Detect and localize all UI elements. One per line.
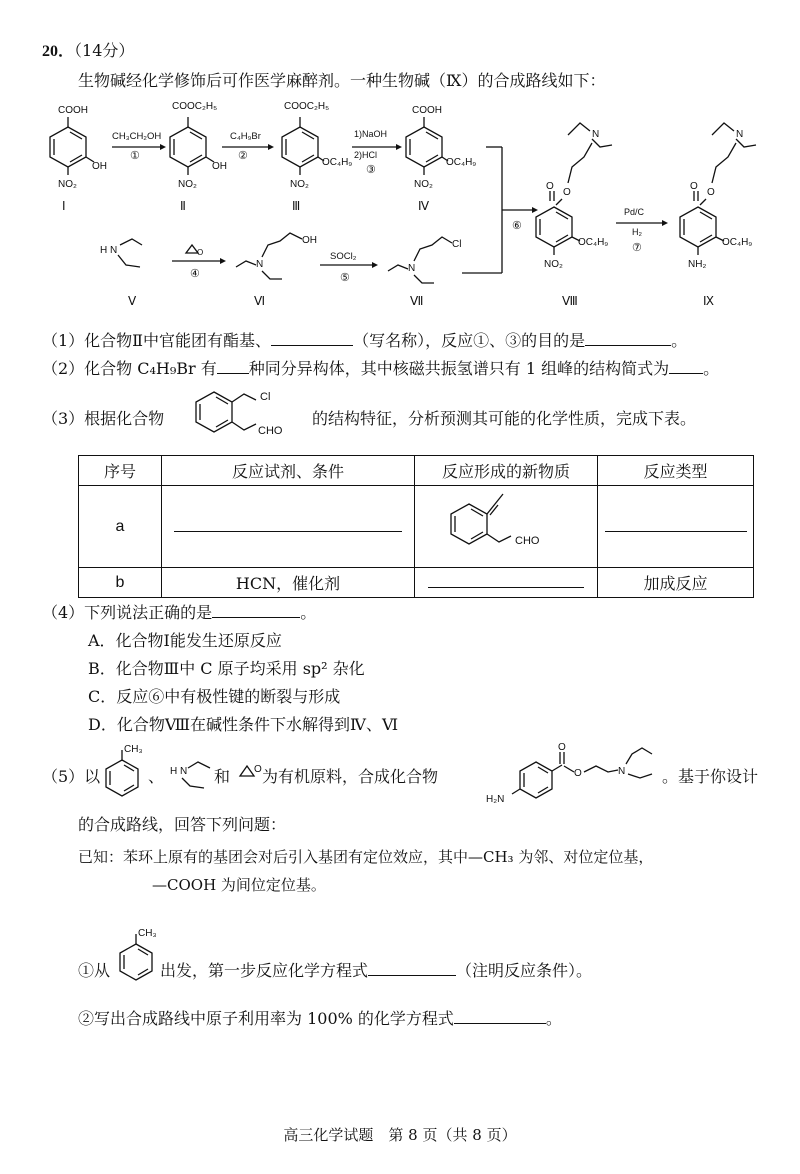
arrow-step-1: [112, 131, 166, 162]
svg-text:O: O: [574, 768, 582, 779]
svg-text:N: N: [408, 263, 416, 274]
q5-sub2-blank-equation[interactable]: [454, 1009, 546, 1024]
svg-text:O: O: [546, 181, 554, 192]
svg-text:O: O: [563, 187, 571, 198]
svg-text:OH: OH: [92, 161, 107, 172]
compound-IV: [406, 105, 476, 213]
table-header-row: [79, 456, 754, 486]
svg-text:N: N: [618, 766, 626, 777]
svg-text:1)NaOH: 1)NaOH: [354, 129, 388, 139]
diethylamine-structure: [166, 752, 216, 796]
svg-text:OC₄H₉: OC₄H₉: [322, 157, 353, 168]
synthesis-scheme: [0, 95, 800, 320]
q5-sep2: 和: [214, 767, 231, 786]
svg-text:NO₂: NO₂: [58, 179, 77, 190]
q5-sub2-text: ②写出合成路线中原子利用率为 100% 的化学方程式 。: [78, 1009, 562, 1028]
svg-text:NH₂: NH₂: [688, 259, 707, 270]
svg-text:Ⅷ: Ⅷ: [562, 294, 578, 308]
compound-I: [50, 105, 107, 213]
svg-text:COOH: COOH: [412, 105, 442, 116]
svg-text:N: N: [736, 129, 744, 140]
blank-reagent-a[interactable]: [174, 517, 402, 532]
svg-text:OC₄H₉: OC₄H₉: [578, 237, 609, 248]
svg-text:2)HCl: 2)HCl: [354, 150, 378, 160]
svg-text:Ⅸ: Ⅸ: [703, 294, 715, 308]
svg-text:Ⅱ: Ⅱ: [180, 199, 186, 213]
svg-text:NO₂: NO₂: [414, 179, 433, 190]
arrow-step-7: [616, 207, 668, 254]
q1-blank-functional-group[interactable]: [271, 331, 353, 346]
question-number: 20．: [42, 43, 75, 60]
svg-text:COOC₂H₅: COOC₂H₅: [172, 101, 218, 112]
question-points: （14分）: [74, 41, 135, 60]
row-a-reagent: [162, 486, 415, 568]
svg-text:CH₃CH₂OH: CH₃CH₂OH: [112, 131, 162, 142]
svg-text:N: N: [592, 129, 600, 140]
svg-text:⑤: ⑤: [340, 272, 350, 284]
compound-VII: [388, 237, 461, 308]
compound-II: [170, 101, 227, 213]
svg-text:Ⅲ: Ⅲ: [292, 199, 301, 213]
blank-type-a[interactable]: [605, 517, 747, 532]
q4-option-d: D．化合物Ⅷ在碱性条件下水解得到Ⅳ、Ⅵ: [88, 715, 399, 734]
svg-text:④: ④: [190, 268, 200, 280]
svg-text:O: O: [558, 742, 566, 753]
row-id: b: [79, 568, 162, 598]
q3-table: [78, 455, 754, 598]
compound-IX: [680, 123, 756, 308]
svg-text:OC₄H₉: OC₄H₉: [722, 237, 753, 248]
header-cell: 序号: [79, 456, 162, 486]
header-cell: 反应形成的新物质: [415, 456, 598, 486]
q5-known-b: —COOH 为间位定位基。: [152, 876, 326, 894]
compound-VIII: [536, 123, 612, 308]
q5-sub1-a: ①从: [78, 961, 111, 980]
svg-text:O: O: [197, 248, 204, 257]
table-row: [79, 486, 754, 568]
svg-text:CHO: CHO: [258, 425, 283, 437]
svg-text:H₂: H₂: [632, 227, 642, 237]
row-b-product: [415, 568, 598, 598]
svg-text:NO₂: NO₂: [544, 259, 563, 270]
svg-text:N: N: [110, 245, 118, 256]
compound-III: [282, 101, 352, 213]
q5-line2: 的合成路线，回答下列问题：: [78, 815, 287, 834]
q4-option-b: B．化合物Ⅲ中 C 原子均采用 sp² 杂化: [88, 659, 365, 678]
q5-sep1: 、: [148, 767, 165, 786]
q4-option-a: A．化合物Ⅰ能发生还原反应: [88, 631, 282, 650]
svg-text:CH₃: CH₃: [138, 928, 157, 939]
svg-text:H N: H N: [170, 766, 188, 777]
q1-text: （1）化合物Ⅱ中官能团有酯基、 （写名称），反应①、③的目的是 。: [42, 331, 688, 350]
q4-option-c: C．反应⑥中有极性键的断裂与形成: [88, 687, 341, 706]
svg-text:Ⅴ: Ⅴ: [128, 294, 137, 308]
svg-text:NO₂: NO₂: [290, 179, 309, 190]
q3-compound-structure: [180, 382, 300, 448]
q5-sub1-text: 出发，第一步反应化学方程式 （注明反应条件）。: [160, 961, 593, 980]
q3-prefix: （3）根据化合物: [42, 409, 165, 428]
q5-end: 。基于你设计: [662, 767, 759, 786]
compound-VI: [236, 233, 317, 308]
svg-text:OH: OH: [302, 235, 317, 246]
svg-text:②: ②: [238, 150, 248, 162]
svg-text:①: ①: [130, 150, 140, 162]
svg-text:O: O: [254, 764, 262, 775]
blank-product-b[interactable]: [428, 573, 584, 588]
row-a-product: [415, 486, 598, 568]
arrow-step-3: [352, 129, 402, 176]
arrow-step-4: [172, 245, 226, 280]
arrow-step-5: [320, 251, 378, 284]
svg-text:C₄H₉Br: C₄H₉Br: [230, 131, 261, 142]
svg-text:Cl: Cl: [260, 391, 271, 403]
svg-text:COOH: COOH: [58, 105, 88, 116]
q3-suffix: 的结构特征，分析预测其可能的化学性质，完成下表。: [312, 409, 697, 428]
svg-text:OH: OH: [212, 161, 227, 172]
svg-text:Pd/C: Pd/C: [624, 207, 645, 217]
q2-blank-isomer-count[interactable]: [217, 359, 249, 374]
header-cell: 反应试剂、条件: [162, 456, 415, 486]
arrow-step-2: [222, 131, 274, 162]
svg-text:Ⅵ: Ⅵ: [254, 294, 266, 308]
svg-text:Cl: Cl: [452, 239, 462, 250]
svg-text:NO₂: NO₂: [178, 179, 197, 190]
header-cell: 反应类型: [598, 456, 754, 486]
q1-blank-purpose[interactable]: [585, 331, 671, 346]
svg-text:O: O: [690, 181, 698, 192]
svg-text:OC₄H₉: OC₄H₉: [446, 157, 477, 168]
svg-text:O: O: [707, 187, 715, 198]
svg-text:CHO: CHO: [515, 534, 540, 547]
compound-V: [100, 239, 142, 308]
q5-sub1-blank-equation[interactable]: [368, 961, 456, 976]
svg-text:Ⅰ: Ⅰ: [62, 199, 66, 213]
toluene-structure: [100, 742, 150, 804]
arrow-step-6: [502, 207, 538, 232]
svg-text:COOC₂H₅: COOC₂H₅: [284, 101, 330, 112]
q5-known-a: 已知：苯环上原有的基团会对后引入基团有定位效应，其中—CH₃ 为邻、对位定位基，: [78, 848, 654, 866]
q4-stem: （4）下列说法正确的是 。: [42, 603, 317, 622]
row-b-reagent: HCN，催化剂: [162, 568, 415, 598]
svg-text:⑥: ⑥: [512, 220, 522, 232]
row-id: a: [79, 486, 162, 568]
q2-blank-structure[interactable]: [669, 359, 703, 374]
q5-prefix: （5）以: [42, 767, 101, 786]
svg-text:N: N: [256, 259, 264, 270]
question-header: [42, 38, 134, 61]
q2-text: （2）化合物 C₄H₉Br 有 种同分异构体，其中核磁共振氢谱只有 1 组峰的结构简式为 。: [42, 359, 720, 378]
intro-text: 生物碱经化学修饰后可作医学麻醉剂。一种生物碱（Ⅸ）的合成路线如下：: [78, 71, 606, 90]
row-b-type: 加成反应: [598, 568, 754, 598]
svg-text:CH₃: CH₃: [124, 744, 143, 755]
svg-text:H₂N: H₂N: [486, 794, 505, 805]
table-row: [79, 568, 754, 598]
svg-text:Ⅳ: Ⅳ: [418, 199, 430, 213]
row-a-type: [598, 486, 754, 568]
page-footer: 高三化学试题 第 8 页（共 8 页）: [283, 1126, 517, 1144]
svg-text:Ⅶ: Ⅶ: [410, 294, 424, 308]
svg-text:H: H: [100, 245, 108, 256]
svg-text:SOCl₂: SOCl₂: [330, 251, 357, 262]
svg-text:⑦: ⑦: [632, 242, 642, 254]
product-a-structure: [441, 490, 571, 560]
svg-text:③: ③: [366, 164, 376, 176]
q5-mid: 为有机原料，合成化合物: [262, 767, 439, 786]
q4-blank-answer[interactable]: [212, 603, 300, 618]
